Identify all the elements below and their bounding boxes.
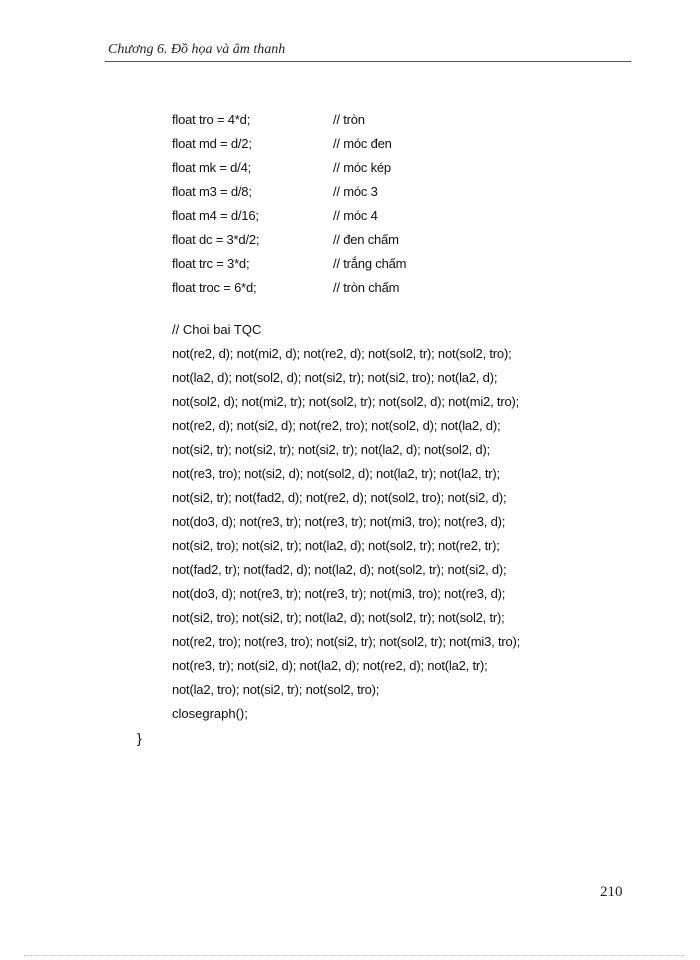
declaration-line — [172, 252, 572, 276]
code-line: not(si2, tr); not(si2, tr); not(si2, tr); not(la2, d); not(sol2, d); — [172, 442, 491, 457]
declaration-line — [172, 180, 572, 204]
declaration-line — [172, 204, 572, 228]
declaration-comment: // tròn chấm — [333, 280, 400, 295]
declaration-code: float m3 = d/8; — [172, 184, 252, 199]
code-line: not(sol2, d); not(mi2, tr); not(sol2, tr); not(sol2, d); not(mi2, tro); — [172, 394, 520, 409]
declaration-code: float dc = 3*d/2; — [172, 232, 260, 247]
code-line: not(do3, d); not(re3, tr); not(re3, tr); not(mi3, tro); not(re3, d); — [172, 586, 506, 601]
song-comment: // Choi bai TQC — [172, 322, 262, 337]
declaration-line — [172, 108, 572, 132]
declaration-comment: // móc 3 — [333, 184, 378, 199]
closing-brace: } — [137, 730, 142, 746]
code-line: not(re2, d); not(si2, d); not(re2, tro); not(sol2, d); not(la2, d); — [172, 418, 501, 433]
declaration-code: float m4 = d/16; — [172, 208, 259, 223]
closegraph-call: closegraph(); — [172, 706, 248, 721]
header-divider — [105, 61, 631, 62]
declarations-block — [172, 108, 572, 300]
code-line: not(fad2, tr); not(fad2, d); not(la2, d); not(sol2, tr); not(si2, d); — [172, 562, 507, 577]
note-calls-block — [172, 342, 520, 702]
declaration-line — [172, 276, 572, 300]
code-line: not(re3, tro); not(si2, d); not(sol2, d); not(la2, tr); not(la2, tr); — [172, 466, 500, 481]
code-line: not(re3, tr); not(si2, d); not(la2, d); not(re2, d); not(la2, tr); — [172, 658, 488, 673]
footer-divider — [24, 955, 684, 956]
declaration-comment: // móc đen — [333, 136, 392, 151]
declaration-code: float mk = d/4; — [172, 160, 252, 175]
code-line: not(la2, d); not(sol2, d); not(si2, tr); not(si2, tro); not(la2, d); — [172, 370, 498, 385]
page-number: 210 — [600, 884, 623, 900]
declaration-comment: // móc kép — [333, 160, 391, 175]
declaration-line — [172, 132, 572, 156]
code-line: not(la2, tro); not(si2, tr); not(sol2, tro); — [172, 682, 380, 697]
declaration-comment: // trắng chấm — [333, 256, 407, 271]
code-line: not(si2, tr); not(fad2, d); not(re2, d); not(sol2, tro); not(si2, d); — [172, 490, 507, 505]
code-line: not(re2, tro); not(re3, tro); not(si2, tr); not(sol2, tr); not(mi3, tro); — [172, 634, 521, 649]
code-line: not(re2, d); not(mi2, d); not(re2, d); not(sol2, tr); not(sol2, tro); — [172, 346, 512, 361]
code-line: not(si2, tro); not(si2, tr); not(la2, d); not(sol2, tr); not(sol2, tr); — [172, 610, 505, 625]
declaration-line — [172, 156, 572, 180]
declaration-code: float troc = 6*d; — [172, 280, 257, 295]
declaration-line — [172, 228, 572, 252]
chapter-header: Chương 6. Đồ họa và âm thanh — [108, 42, 286, 57]
code-line: not(do3, d); not(re3, tr); not(re3, tr); not(mi3, tro); not(re3, d); — [172, 514, 506, 529]
declaration-code: float md = d/2; — [172, 136, 252, 151]
code-line: not(si2, tro); not(si2, tr); not(la2, d); not(sol2, tr); not(re2, tr); — [172, 538, 500, 553]
declaration-comment: // móc 4 — [333, 208, 378, 223]
declaration-comment: // đen chấm — [333, 232, 399, 247]
declaration-code: float trc = 3*d; — [172, 256, 250, 271]
declaration-code: float tro = 4*d; — [172, 112, 251, 127]
declaration-comment: // tròn — [333, 112, 365, 127]
